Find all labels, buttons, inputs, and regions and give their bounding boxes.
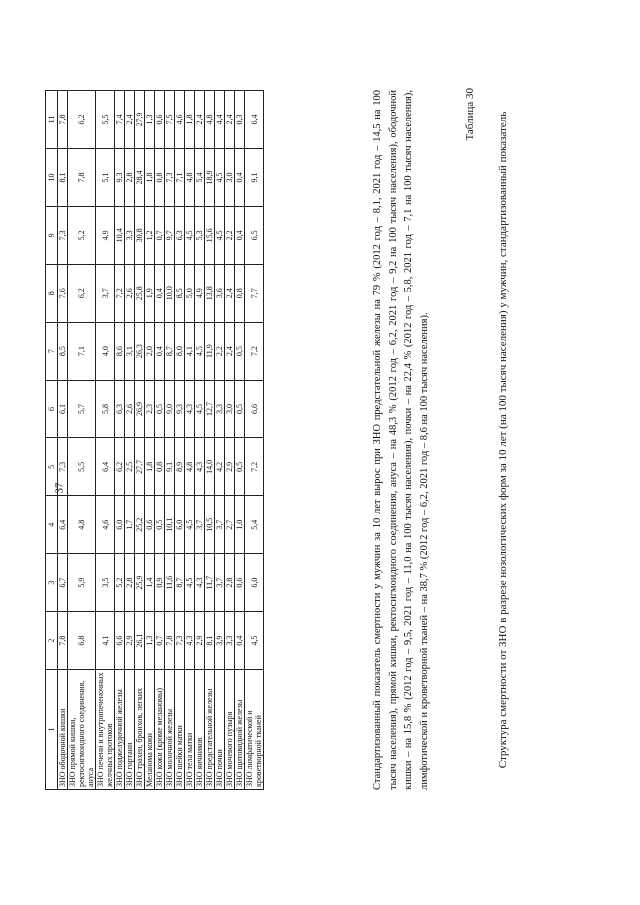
table-cell: 5,4 (245, 496, 264, 554)
table-cell: 2,9 (195, 612, 205, 670)
table-cell: 0,4 (235, 148, 245, 206)
row-label: ЗНО почки (215, 670, 225, 790)
table-cell: 25,8 (135, 264, 145, 322)
table-cell: 4,0 (96, 322, 115, 380)
table-cell: 5,0 (185, 264, 195, 322)
row-label: ЗНО печени и внутрипеченочных желчных протоков (96, 670, 115, 790)
table-cell: 10,4 (115, 206, 125, 264)
table-cell: 15,6 (205, 206, 215, 264)
table-cell: 5,8 (96, 380, 115, 438)
table-cell: 1,7 (125, 496, 135, 554)
table-cell: 4,6 (96, 496, 115, 554)
table-row (205, 91, 215, 790)
table-cell: 6,6 (115, 612, 125, 670)
table-cell: 6,0 (245, 554, 264, 612)
table-cell: 2,4 (195, 91, 205, 149)
table-cell: 6,2 (68, 91, 96, 149)
table-cell: 1,8 (145, 148, 155, 206)
column-header: 4 (46, 496, 58, 554)
table-cell: 2,5 (125, 438, 135, 496)
table-cell: 4,3 (185, 380, 195, 438)
table-cell: 11,6 (165, 554, 175, 612)
table-cell: 8,5 (58, 322, 68, 380)
table-row (115, 91, 125, 790)
table-cell: 1,3 (145, 612, 155, 670)
table-cell: 4,9 (195, 264, 205, 322)
row-label: ЗНО молочной железы (165, 670, 175, 790)
table-cell: 6,1 (58, 380, 68, 438)
table-row (235, 91, 245, 790)
table-cell: 6,7 (58, 554, 68, 612)
table-cell: 4,4 (215, 91, 225, 149)
rotated-page-content (40, 70, 590, 870)
table-cell: 2,8 (125, 148, 135, 206)
table-header-row (46, 91, 58, 790)
table-row (125, 91, 135, 790)
table-cell: 10,1 (165, 496, 175, 554)
table-cell: 0,7 (155, 612, 165, 670)
table-cell: 5,9 (68, 554, 96, 612)
table-cell: 18,9 (205, 148, 215, 206)
table-cell: 7,2 (245, 438, 264, 496)
table-cell: 7,3 (175, 612, 185, 670)
table-cell: 9,1 (165, 438, 175, 496)
table-cell: 7,8 (58, 91, 68, 149)
column-header: 3 (46, 554, 58, 612)
column-header: 11 (46, 91, 58, 149)
table-cell: 0,4 (155, 322, 165, 380)
table-cell: 5,5 (96, 91, 115, 149)
table-cell: 7,8 (68, 148, 96, 206)
table-row (245, 91, 264, 790)
table-cell: 4,3 (195, 554, 205, 612)
row-label: ЗНО щитовидной железы (235, 670, 245, 790)
table-cell: 4,5 (215, 148, 225, 206)
table-cell: 6,0 (175, 496, 185, 554)
table-cell: 1,8 (145, 438, 155, 496)
table-cell: 28,4 (135, 148, 145, 206)
table-cell: 4,3 (185, 612, 195, 670)
row-label: ЗНО мочевого пузыря (225, 670, 235, 790)
table-cell: 3,3 (215, 380, 225, 438)
row-label: ЗНО прямой кишки, ректосигмоидного соединения, ануса (68, 670, 96, 790)
table-row (215, 91, 225, 790)
table-cell: 7,7 (245, 264, 264, 322)
table-cell: 8,7 (175, 554, 185, 612)
table-cell: 6,2 (68, 264, 96, 322)
column-header: 1 (46, 670, 58, 790)
table-cell: 2,8 (225, 554, 235, 612)
table-cell: 9,3 (115, 148, 125, 206)
column-header: 7 (46, 322, 58, 380)
table-cell: 4,5 (195, 380, 205, 438)
table-cell: 2,6 (125, 380, 135, 438)
table-cell: 2,8 (125, 554, 135, 612)
table-cell: 0,3 (235, 91, 245, 149)
table-cell: 6,0 (115, 496, 125, 554)
column-header: 2 (46, 612, 58, 670)
table-row (145, 91, 155, 790)
table-cell: 4,6 (175, 91, 185, 149)
table-cell: 4,1 (96, 612, 115, 670)
row-label: ЗНО шейки матки (175, 670, 185, 790)
row-label: Меланома кожи (145, 670, 155, 790)
table-cell: 6,6 (245, 380, 264, 438)
table-cell: 4,5 (185, 206, 195, 264)
table-cell: 4,5 (215, 206, 225, 264)
table-cell: 4,5 (185, 496, 195, 554)
table-cell: 2,0 (145, 322, 155, 380)
table-title: Структура смертности от ЗНО в разрезе нозологических форм за 10 лет (на 100 тысяч населения) у мужчин, стандартизованный показатель (497, 111, 509, 769)
table-cell: 5,7 (68, 380, 96, 438)
table-cell: 3,0 (225, 148, 235, 206)
table-cell: 4,3 (195, 438, 205, 496)
table-cell: 2,4 (225, 264, 235, 322)
table-row (58, 91, 68, 790)
table-cell: 1,2 (145, 206, 155, 264)
column-header: 10 (46, 148, 58, 206)
table-cell: 27,7 (135, 438, 145, 496)
table-cell: 8,9 (175, 438, 185, 496)
table-cell: 1,4 (145, 554, 155, 612)
table-cell: 4,5 (195, 322, 205, 380)
table-cell: 4,8 (205, 91, 215, 149)
table-cell: 4,8 (185, 148, 195, 206)
table-cell: 0,7 (155, 206, 165, 264)
table-cell: 7,8 (58, 612, 68, 670)
table-cell: 0,5 (155, 496, 165, 554)
table-cell: 6,4 (245, 91, 264, 149)
table-cell: 14,0 (205, 438, 215, 496)
table-row (155, 91, 165, 790)
table-cell: 6,3 (115, 380, 125, 438)
table-cell: 5,1 (96, 148, 115, 206)
table-cell: 2,2 (225, 206, 235, 264)
table-cell: 12,7 (205, 380, 215, 438)
table-cell: 4,8 (185, 438, 195, 496)
table-cell: 26,3 (135, 322, 145, 380)
table-row (175, 91, 185, 790)
table-cell: 7,8 (165, 612, 175, 670)
row-label: ЗНО кожи (кроме меланомы) (155, 670, 165, 790)
table-row (185, 91, 195, 790)
table-cell: 25,2 (135, 496, 145, 554)
table-cell: 6,3 (175, 206, 185, 264)
table-cell: 7,1 (175, 148, 185, 206)
table-body (58, 91, 264, 790)
table-cell: 1,8 (185, 91, 195, 149)
table-cell: 9,1 (245, 148, 264, 206)
table-cell: 6,2 (115, 438, 125, 496)
table-cell: 6,5 (245, 206, 264, 264)
table-cell: 11,7 (205, 554, 215, 612)
table-cell: 4,5 (245, 612, 264, 670)
page-number: 37 (53, 482, 66, 494)
table-cell: 8,1 (205, 612, 215, 670)
table-cell: 9,3 (175, 380, 185, 438)
table-cell: 4,2 (215, 438, 225, 496)
table-cell: 5,5 (68, 438, 96, 496)
table-cell: 0,8 (155, 438, 165, 496)
table-cell: 3,6 (215, 264, 225, 322)
table-row (225, 91, 235, 790)
table-cell: 0,4 (155, 264, 165, 322)
table-cell: 5,4 (195, 148, 205, 206)
table-cell: 6,4 (58, 496, 68, 554)
table-row (68, 91, 96, 790)
table-cell: 6,8 (68, 612, 96, 670)
table-cell: 2,2 (215, 322, 225, 380)
table-cell: 0,8 (235, 264, 245, 322)
table-cell: 6,4 (96, 438, 115, 496)
table-cell: 7,6 (58, 264, 68, 322)
table-number: Таблица 30 (464, 88, 476, 141)
table-cell: 0,6 (145, 496, 155, 554)
table-cell: 0,8 (155, 148, 165, 206)
table-cell: 7,2 (245, 322, 264, 380)
table-cell: 8,1 (58, 148, 68, 206)
row-label: ЗНО гортани (125, 670, 135, 790)
table-cell: 7,3 (165, 148, 175, 206)
table-cell: 4,8 (68, 496, 96, 554)
table-cell: 0,4 (235, 206, 245, 264)
column-header: 8 (46, 264, 58, 322)
table-row (165, 91, 175, 790)
row-label: ЗНО трахеи, бронхов, легких (135, 670, 145, 790)
table-cell: 3,7 (96, 264, 115, 322)
table-cell: 3,1 (125, 322, 135, 380)
column-header: 6 (46, 380, 58, 438)
table-cell: 0,5 (235, 322, 245, 380)
table-cell: 0,5 (235, 438, 245, 496)
table-cell: 27,9 (135, 91, 145, 149)
table-cell: 2,4 (125, 91, 135, 149)
table-cell: 8,0 (175, 322, 185, 380)
table-row (96, 91, 115, 790)
table-cell: 8,5 (175, 264, 185, 322)
row-label: ЗНО лимфатической и кроветворной тканей (245, 670, 264, 790)
table-cell: 2,4 (225, 91, 235, 149)
table-cell: 1,3 (145, 91, 155, 149)
table-cell: 7,3 (58, 206, 68, 264)
table-cell: 4,9 (96, 206, 115, 264)
row-label: ЗНО поджелудочной железы (115, 670, 125, 790)
table-cell: 1,9 (145, 264, 155, 322)
data-table (45, 90, 264, 790)
table-cell: 5,2 (68, 206, 96, 264)
table-cell: 0,5 (155, 380, 165, 438)
table-cell: 10,5 (205, 496, 215, 554)
table-cell: 8,6 (115, 322, 125, 380)
table-cell: 7,5 (165, 91, 175, 149)
row-label: ЗНО ободочной кишки (58, 670, 68, 790)
table-cell: 2,7 (225, 496, 235, 554)
table-cell: 7,1 (68, 322, 96, 380)
column-header: 9 (46, 206, 58, 264)
table-cell: 2,9 (225, 438, 235, 496)
table-cell: 10,0 (165, 264, 175, 322)
table-cell: 3,9 (215, 612, 225, 670)
table-cell: 26,1 (135, 612, 145, 670)
table-cell: 9,7 (165, 206, 175, 264)
table-cell: 9,0 (165, 380, 175, 438)
row-label: ЗНО тела матки (185, 670, 195, 790)
table-cell: 0,9 (155, 554, 165, 612)
table-cell: 3,5 (96, 554, 115, 612)
table-row (135, 91, 145, 790)
table-cell: 13,8 (205, 264, 215, 322)
table-cell: 3,7 (215, 496, 225, 554)
body-paragraph: Стандартизованный показатель смертности у мужчин за 10 лет вырос при ЗНО предстательной железы на 79 % (2012 год – 8,1, 2021 год – 14,5 на 100 тысяч населения), прямой кишки, ректосигмоидного соединения, ануса – на 48,3 % (2012 год – 6,2, 2021 год – 9,2 на 100 тысяч населения), ободочной кишки – на 15,8 % (2012 год – 9,5, 2021 год – 11,0 на 100 тысяч населения), почки – на 22,4 % (2012 год – 5,8, 2021 год – 7,1 на 100 тысяч населения), лимфотической и кроветворной тканей – на 38,7 % (2012 год – 6,2, 2021 год – 8,6 на 100 тысяч населения). (372, 90, 430, 790)
table-cell: 4,5 (185, 554, 195, 612)
table-cell: 4,1 (185, 322, 195, 380)
table-cell: 25,9 (135, 554, 145, 612)
table-cell: 7,3 (58, 438, 68, 496)
table-cell: 2,6 (125, 264, 135, 322)
table-cell: 8,7 (165, 322, 175, 380)
table-cell: 11,9 (205, 322, 215, 380)
row-label: ЗНО яичников (195, 670, 205, 790)
table-cell: 0,6 (235, 554, 245, 612)
table-cell: 0,4 (235, 612, 245, 670)
table-cell: 7,4 (115, 91, 125, 149)
table-cell: 7,2 (115, 264, 125, 322)
row-label: ЗНО предстательной железы (205, 670, 215, 790)
table-cell: 2,3 (145, 380, 155, 438)
table-cell: 3,3 (225, 612, 235, 670)
table-cell: 30,8 (135, 206, 145, 264)
table-row (195, 91, 205, 790)
table-cell: 5,2 (115, 554, 125, 612)
table-cell: 0,6 (155, 91, 165, 149)
table-cell: 2,4 (225, 322, 235, 380)
table-cell: 26,9 (135, 380, 145, 438)
table-cell: 2,9 (125, 612, 135, 670)
table-cell: 0,5 (235, 380, 245, 438)
table-cell: 3,7 (195, 496, 205, 554)
column-header: 5 (46, 438, 58, 496)
table-cell: 3,0 (225, 380, 235, 438)
table-cell: 3,3 (125, 206, 135, 264)
table-cell: 3,7 (215, 554, 225, 612)
table-cell: 1,0 (235, 496, 245, 554)
table-cell: 5,3 (195, 206, 205, 264)
